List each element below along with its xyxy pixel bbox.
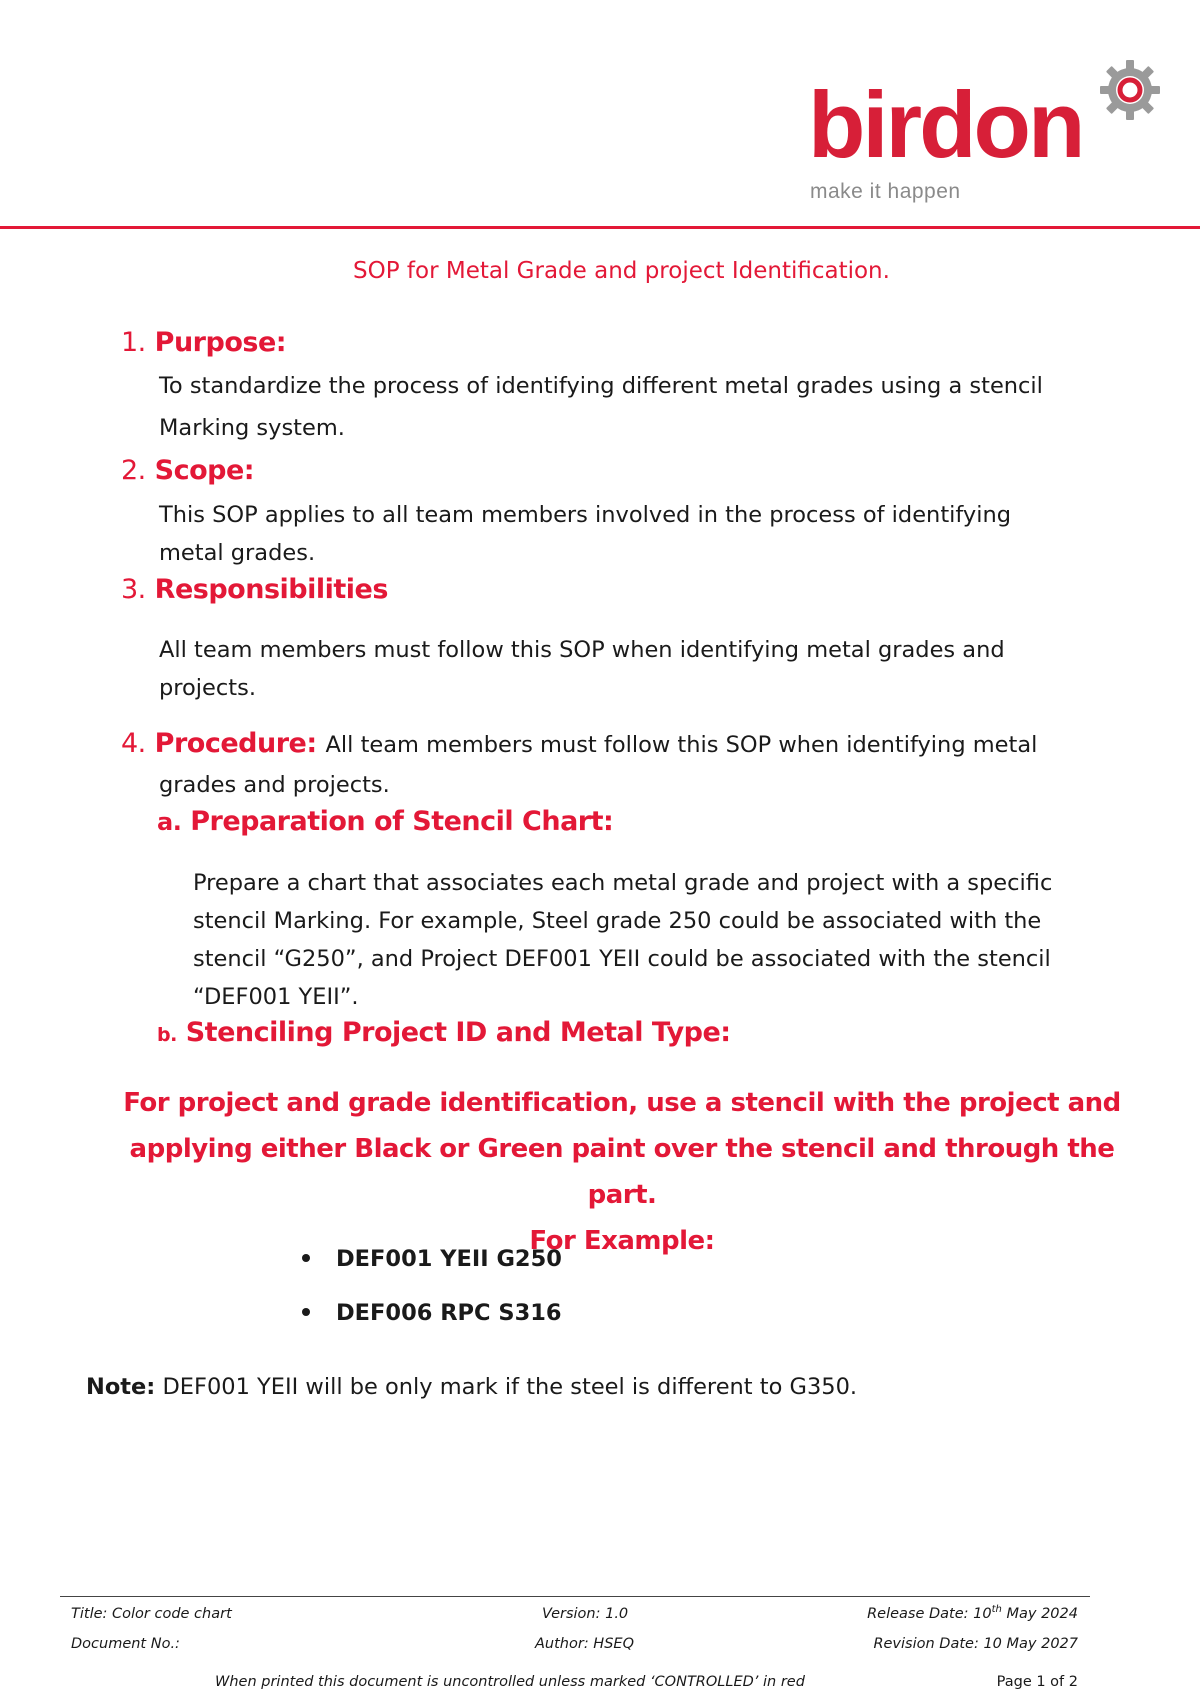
section-body-procedure (159, 766, 390, 804)
body-line: stencil “G250”, and Project DEF001 YEII could be associated with the stencil (193, 946, 1051, 972)
footer-disclaimer: When printed this document is uncontrolled unless marked ‘CONTROLLED’ in red (215, 1674, 805, 1690)
document-title: SOP for Metal Grade and project Identification. (353, 258, 890, 284)
section-title: Purpose: (154, 327, 287, 358)
example-code: DEF001 YEII G250 (336, 1246, 562, 1272)
instruction-line: For Example: (529, 1226, 715, 1256)
footer-page-number: Page 1 of 2 (996, 1674, 1078, 1690)
list-item (302, 1300, 562, 1326)
section-title: Scope: (154, 455, 255, 486)
list-item (302, 1246, 562, 1272)
section-inline-text: All team members must follow this SOP when identifying metal (325, 732, 1038, 758)
subsection-heading-stenciling (157, 1017, 731, 1048)
section-number: 1. (121, 327, 146, 358)
section-heading-scope (121, 455, 254, 486)
subsection-heading-stencil-chart (157, 806, 613, 837)
logo-wordmark: birdon (808, 72, 1083, 177)
bullet-icon (302, 1254, 310, 1262)
footer-revision-date: Revision Date: 10 May 2027 (873, 1636, 1078, 1652)
body-line: stencil Marking. For example, Steel grade 250 could be associated with the (193, 908, 1042, 934)
section-title: Responsibilities (154, 574, 388, 605)
body-line: This SOP applies to all team members involved in the process of identifying (159, 502, 1012, 528)
body-line: Prepare a chart that associates each metal grade and project with a specific (193, 870, 1053, 896)
section-body-purpose (159, 367, 1043, 447)
body-line: grades and projects. (159, 772, 390, 798)
section-number: 3. (121, 574, 146, 605)
header-divider (0, 226, 1200, 229)
release-date-month: May 2024 (1001, 1606, 1078, 1622)
note (86, 1374, 857, 1400)
section-body-responsibilities (159, 631, 1005, 707)
footer-release-date (867, 1606, 1078, 1622)
stencil-instruction (120, 1080, 1124, 1264)
instruction-line: For project and grade identification, use a stencil with the project and (123, 1088, 1121, 1118)
body-line: To standardize the process of identifying different metal grades using a stencil (159, 373, 1043, 399)
section-number: 2. (121, 455, 146, 486)
subsection-body-stencil-chart (193, 864, 1052, 1016)
footer-author: Author: HSEQ (535, 1636, 634, 1652)
section-body-scope (159, 496, 1011, 572)
instruction-line: applying either Black or Green paint over the stencil and through the part. (129, 1134, 1115, 1210)
release-date-suffix-sup: th (991, 1604, 1002, 1616)
section-heading-responsibilities (121, 574, 388, 605)
note-label: Note: (86, 1374, 156, 1400)
logo-tagline: make it happen (810, 180, 961, 203)
body-line: projects. (159, 675, 256, 701)
birdon-logo (808, 58, 1168, 208)
section-number: 4. (121, 728, 146, 759)
section-title: Procedure: (154, 728, 317, 759)
subsection-letter: b. (157, 1024, 177, 1046)
subsection-letter: a. (157, 808, 182, 836)
bullet-icon (302, 1308, 310, 1316)
section-heading-procedure (121, 728, 1037, 759)
body-line: All team members must follow this SOP when identifying metal grades and (159, 637, 1005, 663)
gear-icon (1098, 58, 1162, 122)
footer-version: Version: 1.0 (542, 1606, 629, 1622)
body-line: “DEF001 YEII”. (193, 984, 359, 1010)
footer-document-no: Document No.: (71, 1636, 180, 1652)
body-line: metal grades. (159, 540, 316, 566)
note-text: DEF001 YEII will be only mark if the steel is different to G350. (155, 1374, 858, 1400)
subsection-title: Preparation of Stencil Chart: (190, 806, 614, 837)
subsection-title: Stenciling Project ID and Metal Type: (185, 1017, 731, 1048)
footer-divider (60, 1596, 1090, 1597)
example-code: DEF006 RPC S316 (336, 1300, 562, 1326)
section-heading-purpose (121, 327, 286, 358)
release-date-prefix: Release Date: 10 (867, 1606, 992, 1622)
footer-title: Title: Color code chart (71, 1606, 232, 1622)
body-line: Marking system. (159, 415, 345, 441)
